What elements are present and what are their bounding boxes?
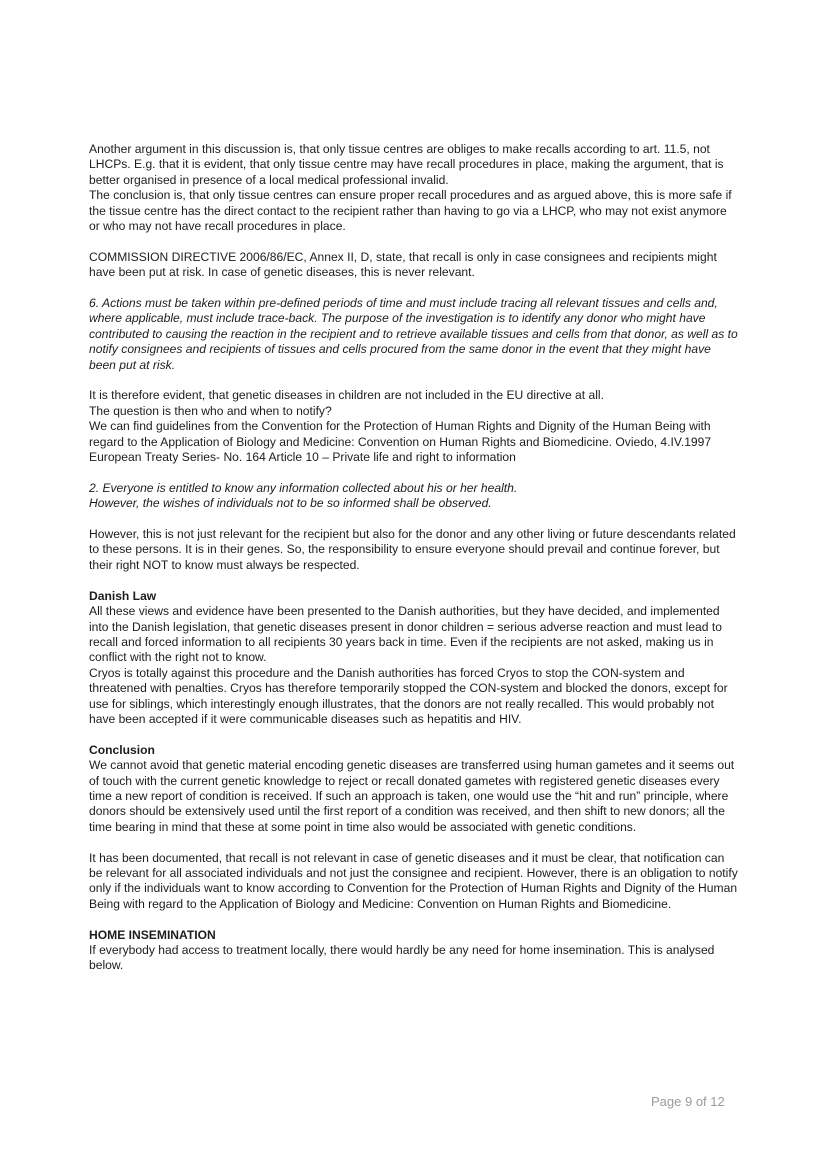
paragraph-convention-guidelines: We can find guidelines from the Convention for the Protection of Human Rights and Dignity of the Human Being with regard to the Application of Biology and Medicine: Convention on Human Rights and Biomedicine. Oviedo, 4.IV.1997 [89,419,712,449]
quote-wishes-observed: However, the wishes of individuals not to be so informed shall be observed. [89,496,492,511]
heading-danish-law: Danish Law [89,588,157,603]
heading-home-insemination: HOME INSEMINATION [89,927,216,942]
paragraph-descendants: However, this is not just relevant for the recipient but also for the donor and any other living or future descendants related to these persons. It is in their genes. So, the responsibility to ensure everyone should prevail and continue forever, but their right NOT to know must always be respected. [89,527,736,572]
heading-conclusion: Conclusion [89,742,155,757]
paragraph-home-insemination: If everybody had access to treatment locally, there would hardly be any need for home insemination. This is analysed below. [89,942,715,973]
paragraph-genetic-material: We cannot avoid that genetic material encoding genetic diseases are transferred using human gametes and it seems out of touch with the current genetic knowledge to reject or recall donated gametes with registered genetic diseases every time a new report of condition is received. If such an approach is taken, one would use the “hit and run” principle, where donors should be extensively used until the first report of a condition was received, and then shift to new donors; all the time bearing in mind that these at some point in time also would be associated with genetic conditions. [89,758,735,834]
paragraph-lhcp-argument: Another argument in this discussion is, that only tissue centres are obliges to make recalls according to art. 11.5, not LHCPs. E.g. that it is evident, that only tissue centre may have recall procedures in place, making the argument, that is better organised in presence of a local medical professional invalid. [89,142,724,187]
page-body [89,142,739,974]
paragraph-treaty-series: European Treaty Series- No. 164 Article 10 – Private life and right to information [89,450,516,465]
paragraph-commission-directive: COMMISSION DIRECTIVE 2006/86/EC, Annex II, D, state, that recall is only in case consignees and recipients might have been put at risk. In case of genetic diseases, this is never relevant. [89,249,717,280]
paragraph-documented-recall: It has been documented, that recall is not relevant in case of genetic diseases and it must be clear, that notification can be relevant for all associated individuals and not just the consignee and recipient. However, there is an obligation to notify only if the individuals want to know according to Convention for the Protection of Human Rights and Dignity of the Human Being with regard to the Application of Biology and Medicine: Convention on Human Rights and Biomedicine. [89,850,738,911]
quote-right-to-know: 2. Everyone is entitled to know any information collected about his or her health. [89,480,518,495]
paragraph-cryos-position: Cryos is totally against this procedure and the Danish authorities has forced Cryos to stop the CON-system and threatened with penalties. Cryos has therefore temporarily stopped the CON-system and blocked the donors, except for use for siblings, which interestingly enough illustrates, that the donors are not really recalled. This would probably not have been accepted if it were communicable diseases such as hepatitis and HIV. [89,665,728,726]
paragraph-recall-conclusion: The conclusion is, that only tissue centres can ensure proper recall procedures and as argued above, this is more safe if the tissue centre has the direct contact to the recipient rather than having to go via a LHCP, who may not exist anymore or who may not have recall procedures in place. [89,188,732,234]
paragraph-danish-legislation: All these views and evidence have been presented to the Danish authorities, but they have decided, and implemented into the Danish legislation, that genetic diseases present in donor children = serious adverse reaction and must lead to recall and forced information to all recipients 30 years back in time. Even if the recipients are not asked, making us in conflict with the right not to know. [89,604,722,665]
paragraph-eu-directive: It is therefore evident, that genetic diseases in children are not included in the EU directive at all. [89,388,604,403]
paragraph-who-to-notify: The question is then who and when to notify? [89,403,332,418]
quote-directive-actions: 6. Actions must be taken within pre-defined periods of time and must include tracing all relevant tissues and cells and, where applicable, must include trace-back. The purpose of the investigation is to identify any donor who might have contributed to causing the reaction in the recipient and to retrieve available tissues and cells from that donor, as well as to notify consignees and recipients of tissues and cells procured from the same donor in the event that they might have been put at risk. [89,296,738,372]
page-number: Page 9 of 12 [651,1094,725,1109]
